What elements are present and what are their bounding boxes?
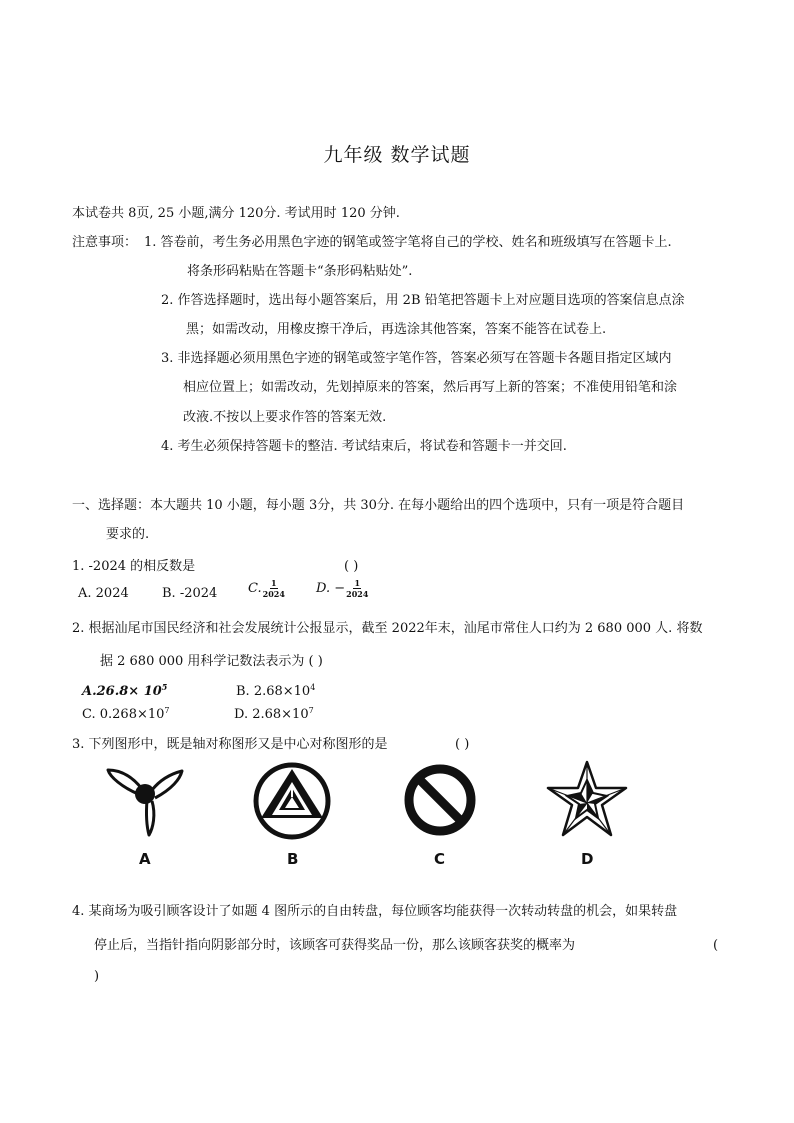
notice-item-4: 4. 考生必须保持答题卡的整洁. 考试结束后，将试卷和答题卡一并交回. [161, 439, 567, 454]
q2-option-a-base: A.26.8× 10 [82, 684, 162, 699]
notice-item-1-cont: 将条形码粘贴在答题卡“条形码粘贴处”. [187, 264, 413, 279]
q2-option-b [236, 685, 315, 698]
notice-item-1: 1. 答卷前，考生务必用黑色字迹的钢笔或签字笔将自己的学校、姓名和班级填写在答题卡上. [144, 235, 672, 250]
q2-option-d [234, 708, 314, 721]
q2-option-c-base: C. 0.268×10 [82, 707, 165, 722]
q4-paren-open: ( [713, 938, 719, 953]
q3-label-c: C [434, 850, 446, 868]
q3-stem: 3. 下列图形中，既是轴对称图形又是中心对称图形的是 [72, 737, 388, 752]
q2-option-d-base: D. 2.68×10 [234, 707, 309, 722]
q2-line-1: 2. 根据汕尾市国民经济和社会发展统计公报显示，截至 2022年末，汕尾市常住人口约为 2 680 000 人. 将数 [72, 621, 703, 636]
notice-heading: 注意事项： [72, 235, 138, 250]
intro-text: 本试卷共 8页, 25 小题,满分 120分. 考试用时 120 分钟. [72, 206, 400, 221]
q4-paren-close: ) [94, 969, 100, 984]
q1-option-d-prefix: D. − [316, 581, 346, 596]
q1-option-c-fraction [263, 579, 285, 598]
q1-option-d-fraction [346, 579, 368, 598]
q1-option-a: A. 2024 [78, 586, 129, 601]
q2-option-a-exp: 5 [161, 682, 168, 692]
notice-item-3-cont-1: 相应位置上；如需改动，先划掉原来的答案，然后再写上新的答案；不准使用铅笔和涂 [183, 380, 678, 395]
q3-label-b: B [287, 850, 299, 868]
q3-label-d: D [581, 850, 594, 868]
notice-item-2: 2. 作答选择题时，选出每小题答案后，用 2B 铅笔把答题卡上对应题目选项的答案信息点涂 [161, 293, 685, 308]
q1-option-b: B. -2024 [162, 586, 218, 601]
q1-option-d [316, 579, 368, 598]
q3-label-a: A [139, 850, 151, 868]
q1-d-denominator: 2024 [346, 589, 369, 599]
q1-option-c-prefix: C. [248, 581, 262, 596]
q3-figure-b-circle-triangle [250, 760, 334, 842]
q3-figure-d-star [544, 760, 630, 840]
notice-item-3-cont-2: 改液.不按以上要求作答的答案无效. [183, 410, 387, 425]
q1-paren: ( ) [344, 559, 359, 574]
q4-line-2: 停止后，当指针指向阴影部分时，该顾客可获得奖品一份，那么该顾客获奖的概率为 [94, 938, 576, 953]
q2-line-2: 据 2 680 000 用科学记数法表示为 ( ) [100, 654, 323, 669]
q4-line-1: 4. 某商场为吸引顾客设计了如题 4 图所示的自由转盘，每位顾客均能获得一次转动转盘的机会，如果转盘 [72, 904, 678, 919]
q2-option-a [82, 682, 168, 699]
q2-option-c [82, 708, 170, 721]
notice-item-2-cont: 黑；如需改动，用橡皮擦干净后，再选涂其他答案，答案不能答在试卷上. [186, 322, 607, 337]
q1-d-numerator: 1 [354, 578, 361, 588]
q1-option-c [248, 579, 285, 598]
q3-figure-c-prohibition [398, 760, 482, 840]
q3-paren: ( ) [455, 737, 470, 752]
q2-option-b-exp: 4 [310, 683, 316, 692]
notice-item-3: 3. 非选择题必须用黑色字迹的钢笔或签字笔作答，答案必须写在答题卡各题目指定区域内 [161, 351, 672, 366]
q1-c-denominator: 2024 [262, 589, 285, 599]
q2-option-d-exp: 7 [308, 706, 314, 715]
section-heading: 一、选择题：本大题共 10 小题，每小题 3分，共 30分. 在每小题给出的四个选项中，只有一项是符合题目 [72, 498, 685, 513]
q2-option-c-exp: 7 [164, 706, 170, 715]
page-title: 九年级 数学试题 [323, 144, 471, 166]
q1-c-numerator: 1 [270, 578, 277, 588]
q3-figure-a-propeller [100, 760, 190, 840]
q1-stem: 1. -2024 的相反数是 [72, 559, 196, 574]
section-heading-cont: 要求的. [106, 527, 150, 542]
q2-option-b-base: B. 2.68×10 [236, 684, 311, 699]
